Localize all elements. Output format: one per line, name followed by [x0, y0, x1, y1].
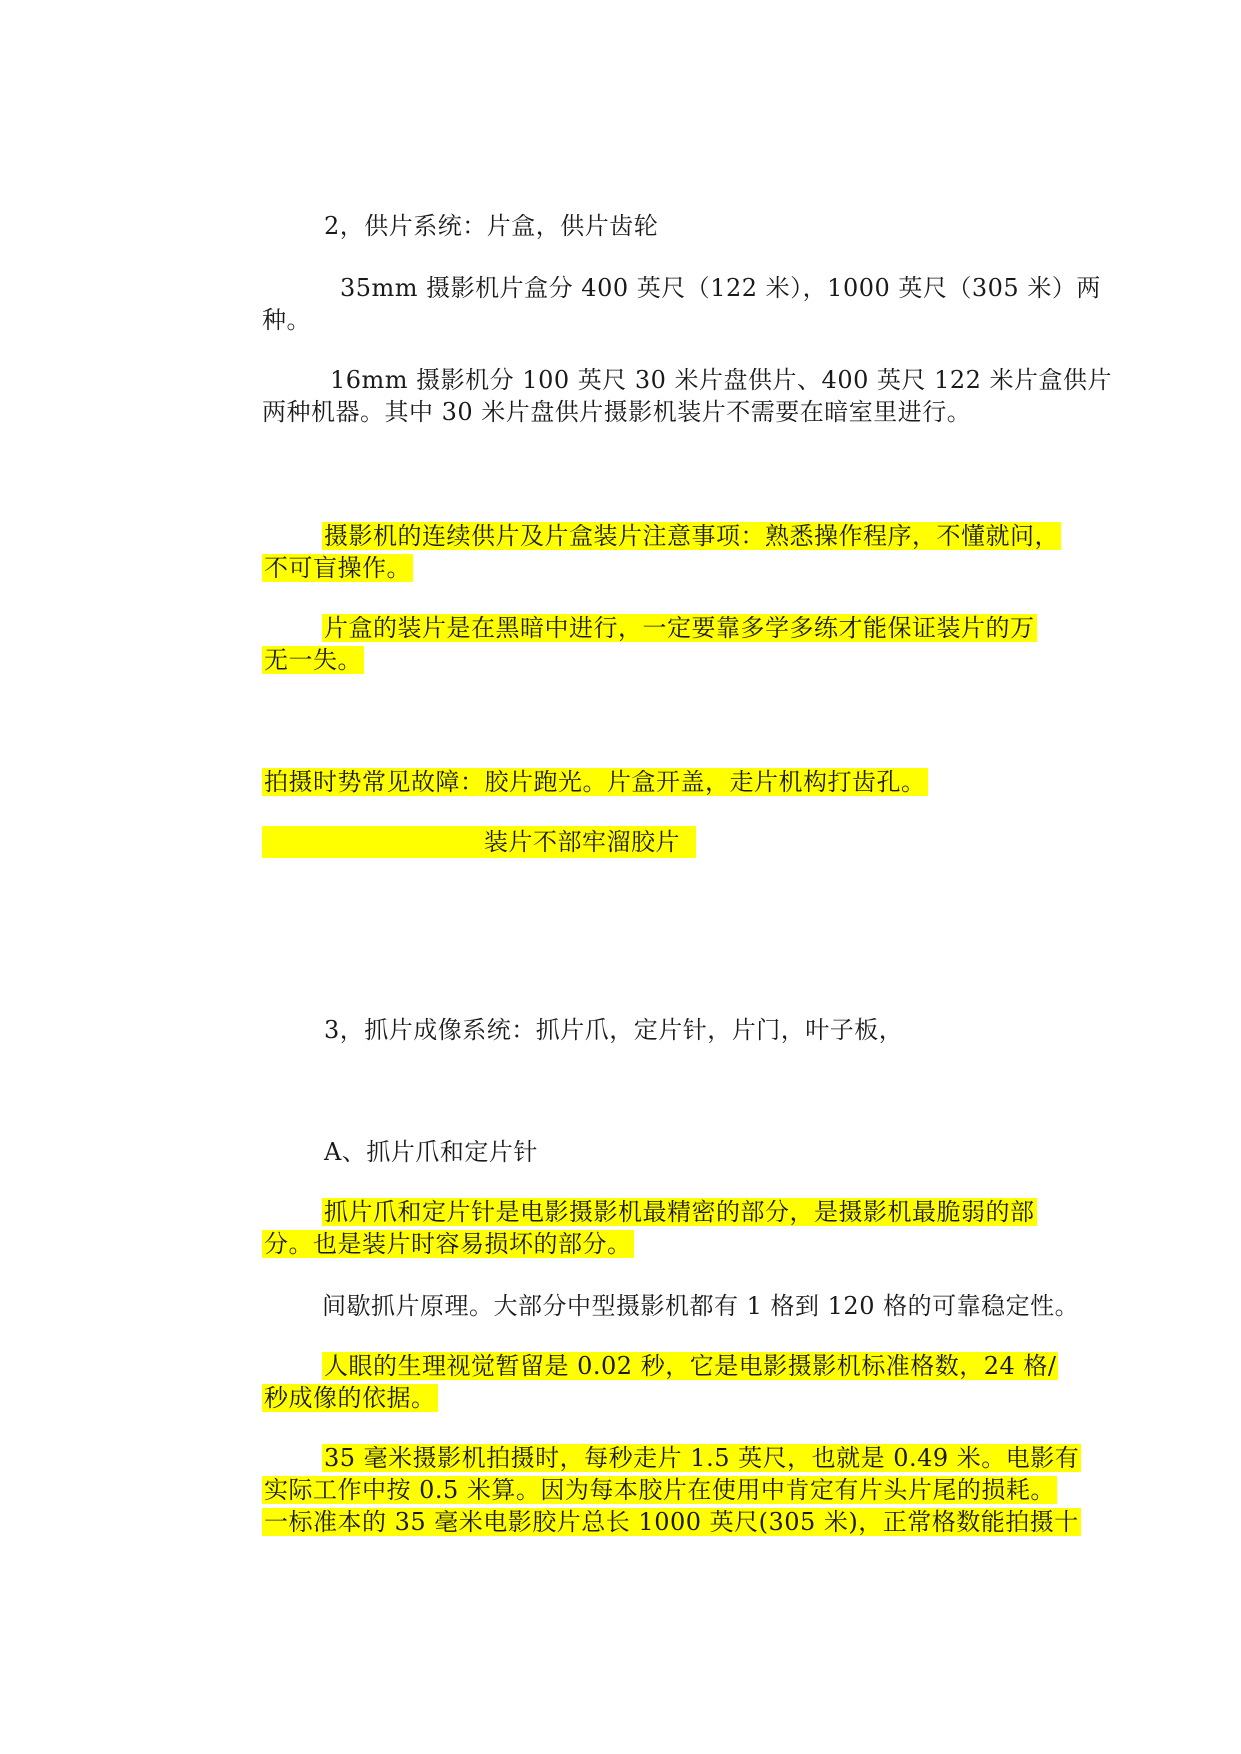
- highlight-notes-line-1: 摄影机的连续供片及片盒装片注意事项：熟悉操作程序，不懂就问，: [324, 522, 1059, 550]
- section-heading-imaging-system: 3，抓片成像系统：抓片爪，定片针，片门，叶子板，: [324, 1016, 904, 1044]
- highlight-faults-line: 拍摄时势常见故障：胶片跑光。片盒开盖，走片机构打齿孔。: [264, 768, 926, 796]
- subsection-heading-claw-pin: A、抓片爪和定片针: [324, 1138, 538, 1166]
- highlight-claw-line-1: 抓片爪和定片针是电影摄影机最精密的部分，是摄影机最脆弱的部: [324, 1198, 1035, 1226]
- highlight-loose-film-line: 装片不部牢溜胶片: [484, 828, 680, 856]
- paragraph-35mm-line-1: 35mm 摄影机片盒分 400 英尺（122 米），1000 英尺（305 米）两: [340, 274, 1101, 302]
- highlight-persistence-line-1: 人眼的生理视觉暂留是 0.02 秒，它是电影摄影机标准格数，24 格/: [324, 1352, 1057, 1380]
- paragraph-16mm-line-1: 16mm 摄影机分 100 英尺 30 米片盘供片、400 英尺 122 米片盒供片: [330, 366, 1113, 394]
- section-heading-supply-system: 2，供片系统：片盒，供片齿轮: [324, 212, 659, 240]
- highlight-35mm-speed-line-2: 实际工作中按 0.5 米算。因为每本胶片在使用中肯定有片头片尾的损耗。: [264, 1476, 1055, 1504]
- highlight-loading-line-1: 片盒的装片是在黑暗中进行，一定要靠多学多练才能保证装片的万: [324, 614, 1035, 642]
- highlight-claw-line-2: 分。也是装片时容易损坏的部分。: [264, 1230, 632, 1258]
- highlight-35mm-speed-line-1: 35 毫米摄影机拍摄时，每秒走片 1.5 英尺，也就是 0.49 米。电影有: [324, 1444, 1080, 1472]
- highlight-persistence-line-2: 秒成像的依据。: [264, 1384, 436, 1412]
- paragraph-16mm-line-2: 两种机器。其中 30 米片盘供片摄影机装片不需要在暗室里进行。: [262, 398, 972, 426]
- paragraph-intermittent: 间歇抓片原理。大部分中型摄影机都有 1 格到 120 格的可靠稳定性。: [322, 1292, 1080, 1320]
- highlight-notes-line-2: 不可盲操作。: [264, 554, 411, 582]
- highlight-35mm-speed-line-3: 一标准本的 35 毫米电影胶片总长 1000 英尺(305 米)，正常格数能拍摄十: [264, 1508, 1079, 1536]
- paragraph-35mm-line-2: 种。: [262, 306, 311, 334]
- highlight-loading-line-2: 无一失。: [264, 646, 362, 674]
